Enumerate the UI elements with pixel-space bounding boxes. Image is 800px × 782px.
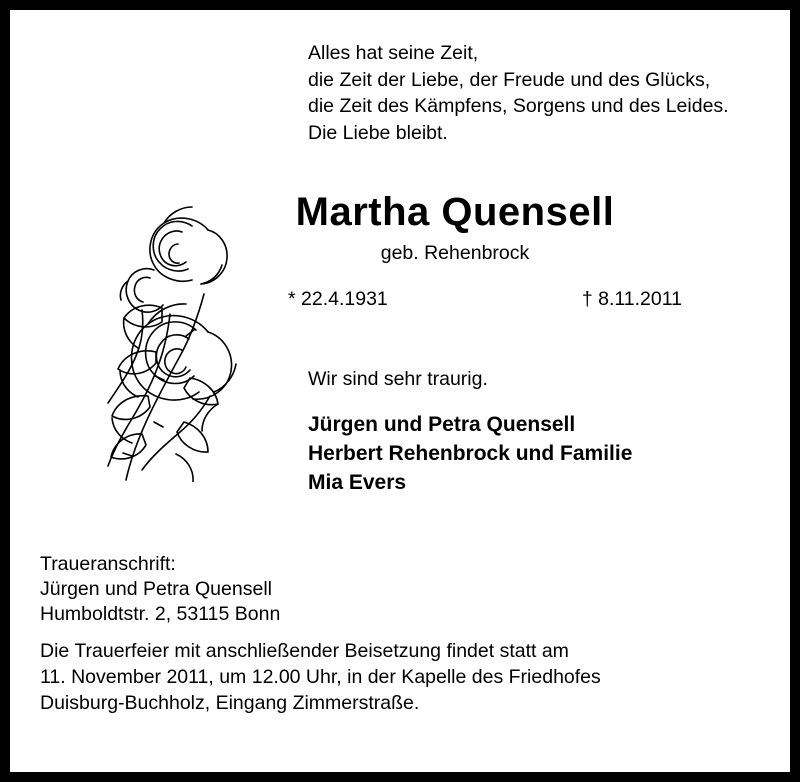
- address-line-2: Humboldtstr. 2, 53115 Bonn: [40, 603, 281, 625]
- poem-line-2: die Zeit der Liebe, der Freude und des Glücks,: [308, 68, 711, 91]
- condolence-address: [40, 552, 280, 627]
- mourning-intro: Wir sind sehr traurig.: [308, 368, 488, 390]
- address-label: Traueranschrift:: [40, 553, 176, 575]
- maiden-name: geb. Rehenbrock: [380, 242, 530, 264]
- obituary-notice: [10, 10, 790, 772]
- birth-date: * 22.4.1931: [288, 288, 388, 310]
- address-line-1: Jürgen und Petra Quensell: [40, 578, 272, 600]
- mourner-line-1: Jürgen und Petra Quensell: [308, 413, 576, 436]
- poem-block: [308, 40, 729, 146]
- poem-line-1: Alles hat seine Zeit,: [308, 42, 479, 64]
- ceremony-line-3: Duisburg-Buchholz, Eingang Zimmerstraße.: [40, 692, 420, 714]
- poem-line-4: Die Liebe bleibt.: [308, 121, 448, 144]
- mourner-line-2: Herbert Rehenbrock und Familie: [308, 442, 633, 465]
- ceremony-line-2: 11. November 2011, um 12.00 Uhr, in der Kapelle des Friedhofes: [40, 666, 601, 688]
- death-date: † 8.11.2011: [581, 288, 682, 310]
- life-dates: [280, 288, 700, 311]
- ceremony-line-1: Die Trauerfeier mit anschließender Beisetzung findet statt am: [40, 640, 569, 662]
- mourner-line-3: Mia Evers: [308, 471, 407, 494]
- deceased-name: Martha Quensell: [295, 190, 615, 234]
- mourners-list: [308, 410, 632, 497]
- poem-line-3: die Zeit des Kämpfens, Sorgens und des Leides.: [308, 95, 729, 117]
- ceremony-details: [40, 638, 601, 716]
